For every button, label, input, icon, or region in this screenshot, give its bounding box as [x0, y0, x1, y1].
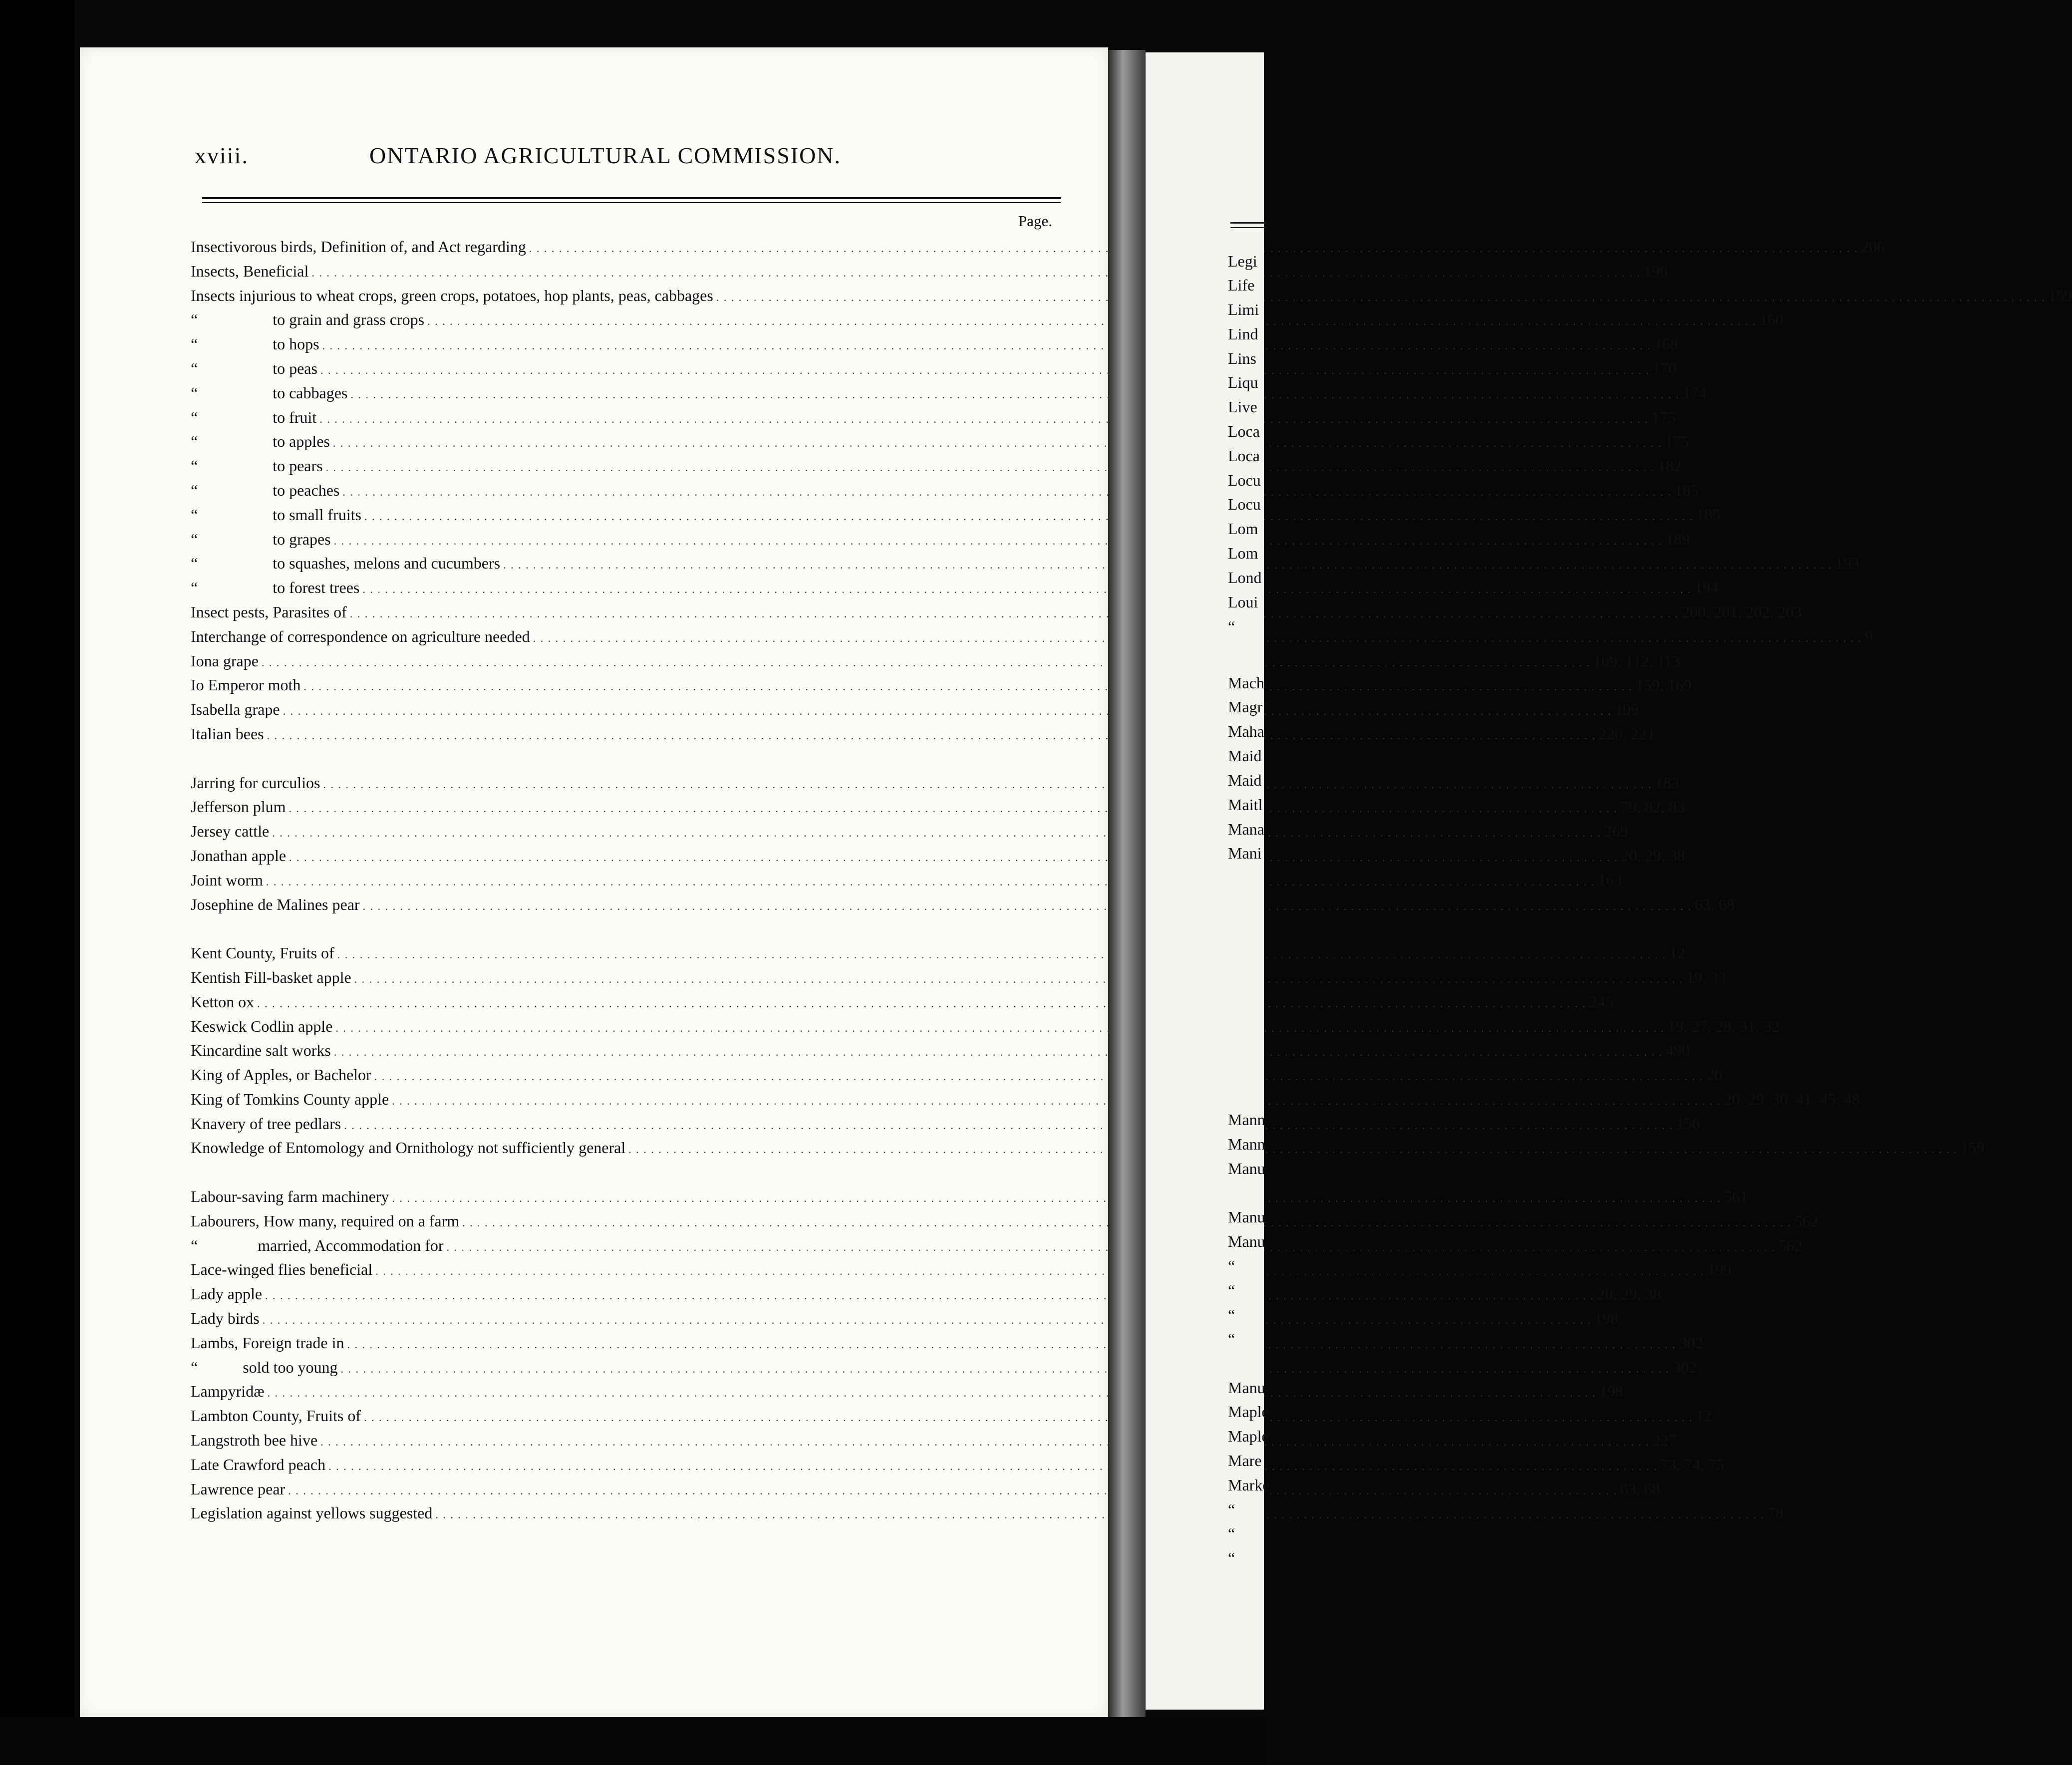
entry-page-number: 170: [1652, 359, 1677, 377]
dot-leader: [262, 649, 1591, 675]
dot-leader: [334, 1038, 1663, 1065]
facing-page-fragment: Maha: [1228, 722, 1264, 740]
facing-page-fragment: Mani: [1228, 844, 1262, 862]
facing-page-fragment: Mann: [1228, 1135, 1265, 1153]
entry-term: Lady birds: [191, 1309, 260, 1328]
dot-leader: [392, 1087, 1721, 1114]
facing-page-fragment: “: [1228, 1549, 1235, 1567]
entry-term: to pears: [273, 457, 323, 475]
entry-term: Labour-saving farm machinery: [191, 1187, 389, 1206]
entry-page-number: 269: [1604, 822, 1628, 841]
facing-page-fragment: Locu: [1228, 471, 1261, 489]
entry-page-number: 20: [1706, 1066, 1723, 1084]
entry-term: to forest trees: [273, 579, 360, 597]
entry-term: Kent County, Fruits of: [191, 944, 334, 962]
dot-leader: [350, 381, 1680, 407]
entry-term: Kentish Fill-basket apple: [191, 968, 351, 986]
dot-leader: [350, 600, 1679, 626]
entry-term: Insects, Beneficial: [191, 262, 309, 280]
index-entry: [191, 1282, 1661, 1306]
header-rule-thick: [202, 197, 1061, 199]
entry-page-number: 562: [1794, 1211, 1818, 1230]
entry-term: Isabella grape: [191, 700, 280, 719]
dot-leader: [268, 1379, 1597, 1406]
dot-leader: [265, 1282, 1594, 1308]
index-entry: [191, 235, 1885, 259]
facing-page-fragment: Loui: [1228, 593, 1258, 611]
entry-page-number: 245: [1589, 992, 1613, 1011]
facing-page-fragment: Maitl: [1228, 796, 1263, 814]
dot-leader: [364, 503, 1694, 529]
facing-page-fragment: Legi: [1228, 252, 1257, 270]
facing-page-fragment: Maple: [1228, 1427, 1269, 1445]
ditto-mark: “: [191, 310, 198, 329]
section-gap: [191, 1160, 1062, 1184]
entry-term: Legislation against yellows suggested: [191, 1504, 433, 1522]
entry-page-number: 185: [1696, 505, 1721, 524]
dot-leader: [392, 1184, 1721, 1211]
facing-page-fragment: “: [1228, 1500, 1235, 1518]
facing-page-fragment: Manu: [1228, 1232, 1265, 1250]
facing-page-fragment: Loca: [1228, 422, 1260, 440]
entry-term: Iona grape: [191, 651, 259, 670]
entry-term: to peas: [273, 359, 317, 377]
dot-leader: [303, 673, 1633, 699]
ditto-mark: “: [191, 530, 198, 548]
index-entry: [191, 1257, 1732, 1282]
dot-leader: [323, 771, 1652, 797]
entry-term: Knowledge of Entomology and Ornithology not sufficiently general: [191, 1139, 626, 1157]
dot-leader: [363, 892, 1692, 919]
dot-leader: [435, 1501, 1765, 1527]
entry-page-number: 198: [1594, 1309, 1619, 1328]
dot-leader: [319, 405, 1649, 432]
entry-page-number: 198: [1599, 1382, 1624, 1401]
entry-term: Insect pests, Parasites of: [191, 602, 347, 621]
ditto-mark: “: [191, 1358, 198, 1376]
entry-term: Lace-winged flies beneficial: [191, 1260, 373, 1279]
entry-term: to grain and grass crops: [273, 310, 425, 329]
entry-term: Labourers, How many, required on a farm: [191, 1211, 460, 1230]
entry-page-number: 174: [1682, 383, 1707, 402]
entry-page-number: 168: [1654, 335, 1679, 353]
facing-page-fragment: Manu: [1228, 1379, 1265, 1397]
entry-term: Joint worm: [191, 871, 263, 889]
entry-page-number: 63, 68: [1620, 1479, 1660, 1498]
facing-header-rule-thin: [1230, 227, 1265, 228]
index-entry: [191, 1184, 1748, 1209]
dot-leader: [328, 1453, 1658, 1479]
facing-page-fragment: “: [1228, 1306, 1235, 1324]
dot-leader: [322, 332, 1652, 358]
entry-page-number: 19, 27, 28, 31, 32: [1667, 1017, 1779, 1035]
index-entry: [191, 1355, 1697, 1380]
entry-term: to apples: [273, 432, 330, 451]
ditto-mark: “: [191, 432, 198, 451]
facing-page-fragment: Maple: [1228, 1403, 1269, 1421]
facing-page-fragment: Maid: [1228, 747, 1262, 765]
entry-term: King of Tomkins County apple: [191, 1090, 389, 1108]
dot-leader: [311, 259, 1641, 286]
ditto-mark: “: [191, 554, 198, 573]
entry-page-number: 220, 221: [1599, 724, 1655, 743]
dot-leader: [427, 307, 1757, 334]
dot-leader: [374, 1063, 1704, 1089]
entry-page-number: 182: [1658, 457, 1682, 475]
ditto-mark: “: [191, 505, 198, 524]
entry-term: Insectivorous birds, Definition of, and Act regarding: [191, 238, 526, 256]
index-entry: [191, 1063, 1723, 1087]
entry-term: Jonathan apple: [191, 846, 287, 865]
dot-leader: [320, 356, 1650, 383]
facing-page-fragment: Loca: [1228, 447, 1260, 465]
facing-page-fragment: Mare: [1228, 1452, 1262, 1470]
facing-page-fragment: Mann: [1228, 1111, 1265, 1129]
index-entry: [191, 1087, 1860, 1112]
entry-page-number: 19, 33: [1686, 968, 1727, 986]
scan-border-bottom: [0, 1717, 1264, 1765]
dot-leader: [283, 697, 1612, 724]
header-rule-thin: [202, 202, 1061, 203]
entry-term: Lampyridæ: [191, 1382, 265, 1401]
index-entry: [191, 649, 1681, 673]
facing-page-fragment: Live: [1228, 398, 1257, 416]
dot-leader: [326, 454, 1655, 480]
entry-page-number: 109, 112, 113: [1593, 651, 1681, 670]
dot-leader: [257, 990, 1586, 1016]
facing-page-fragment: Limi: [1228, 300, 1259, 318]
facing-page-fragment: Magr: [1228, 698, 1263, 716]
facing-page-fragment: Life: [1228, 276, 1255, 294]
dot-leader: [267, 722, 1596, 748]
entry-page-number: 185: [1674, 481, 1699, 499]
entry-term: Late Crawford peach: [191, 1455, 326, 1473]
facing-page-fragment: Liqu: [1228, 373, 1258, 391]
entry-term: Italian bees: [191, 724, 264, 743]
facing-page-fragment: Lond: [1228, 569, 1262, 587]
page-title: ONTARIO AGRICULTURAL COMMISSION.: [369, 143, 842, 168]
entry-term: sold too young: [243, 1358, 338, 1376]
facing-page-fragment: “: [1228, 1330, 1235, 1348]
ditto-mark: “: [191, 335, 198, 353]
dot-leader: [354, 965, 1684, 992]
facing-page-fragment: Lom: [1228, 520, 1258, 538]
entry-term: Kincardine salt works: [191, 1041, 331, 1060]
index-entry: [191, 892, 1735, 917]
entry-term: to grapes: [273, 530, 331, 548]
book-gutter: [1108, 50, 1146, 1732]
facing-header-rule-thick: [1230, 222, 1265, 224]
entry-page-number: 199: [1707, 1260, 1732, 1279]
section-gap: [191, 916, 1062, 941]
dot-leader: [272, 819, 1601, 846]
facing-page-fragment: Locu: [1228, 495, 1261, 513]
dot-leader: [333, 429, 1662, 456]
entry-page-number: 160: [1759, 310, 1783, 329]
entry-term: Lawrence pear: [191, 1479, 286, 1498]
ditto-mark: “: [191, 481, 198, 499]
entry-page-number: 12: [1669, 944, 1686, 962]
dot-leader: [347, 1331, 1676, 1357]
entry-page-number: 159, 169: [1635, 676, 1692, 694]
entry-term: Keswick Codlin apple: [191, 1017, 333, 1035]
entry-page-number: 163: [1598, 871, 1622, 889]
facing-page-fragment: Lins: [1228, 349, 1256, 367]
ditto-mark: “: [191, 359, 198, 377]
dot-leader: [266, 868, 1595, 894]
entry-term: Lambs, Foreign trade in: [191, 1333, 344, 1352]
index-entry: [191, 1306, 1619, 1331]
entry-term: to cabbages: [273, 383, 348, 402]
scan-border-left: [0, 0, 75, 1765]
entry-page-number: 79, 82, 83: [1620, 798, 1685, 816]
entry-term: Langstroth bee hive: [191, 1431, 318, 1450]
entry-term: Knavery of tree pedlars: [191, 1114, 341, 1133]
index-entry: [191, 868, 1622, 892]
entry-page-number: 20, 29, 38: [1621, 846, 1685, 865]
entry-page-number: 63, 68: [1695, 895, 1735, 913]
entry-page-number: 490: [1666, 1041, 1690, 1060]
facing-page-fragment: “: [1228, 1281, 1235, 1299]
index-entry: [191, 1038, 1690, 1063]
entry-term: to fruit: [273, 408, 317, 426]
page-folio: xviii.: [195, 143, 249, 168]
entry-page-number: 20, 29, 38: [1597, 1285, 1661, 1303]
entry-term: Io Emperor moth: [191, 676, 301, 694]
dot-leader: [335, 1014, 1665, 1041]
entry-page-number: 109: [1615, 700, 1639, 719]
dot-leader: [628, 1136, 1958, 1162]
dot-leader: [320, 1428, 1650, 1455]
entry-page-number: 175: [1665, 432, 1689, 451]
section-gap: [191, 746, 1062, 771]
dot-leader: [289, 844, 1618, 870]
index-entry: [191, 941, 1686, 965]
dot-leader: [362, 576, 1692, 602]
entry-page-number: 194: [1694, 579, 1719, 597]
dot-leader: [342, 478, 1672, 505]
facing-page-fragment: Manu: [1228, 1160, 1265, 1177]
facing-page-fragment: Marke: [1228, 1476, 1270, 1494]
entry-term: to peaches: [273, 481, 340, 499]
entry-term: to small fruits: [273, 505, 361, 524]
entry-term: Insects injurious to wheat crops, green crops, potatoes, hop plants, peas, cabbages: [191, 286, 713, 304]
facing-page-fragment: Lind: [1228, 325, 1258, 343]
dot-leader: [289, 795, 1618, 821]
dot-leader: [340, 1355, 1670, 1382]
entry-page-number: 227: [1652, 1431, 1677, 1450]
entry-page-number: 159: [2048, 286, 2072, 304]
entry-term: Lady apple: [191, 1285, 263, 1303]
index-entry: [191, 1014, 1779, 1039]
ditto-mark: “: [191, 408, 198, 426]
entry-page-number: 9: [1865, 627, 1873, 645]
index-entry: [191, 1331, 1703, 1355]
entry-page-number: 200, 201, 202, 203: [1682, 602, 1802, 621]
entry-page-number: 193: [1835, 554, 1859, 573]
entry-page-number: 78: [1767, 1504, 1783, 1522]
entry-page-number: 189: [1666, 530, 1690, 548]
entry-term: to hops: [273, 335, 319, 353]
facing-page-edge: [1146, 52, 1270, 1710]
page-column-label: Page.: [1018, 212, 1053, 230]
dot-leader: [334, 527, 1663, 554]
entry-page-number: 156: [1676, 1114, 1700, 1133]
facing-page-fragment: Manu: [1228, 1208, 1265, 1226]
dot-leader: [344, 1112, 1673, 1138]
entry-term: King of Apples, or Bachelor: [191, 1066, 371, 1084]
ditto-mark: “: [191, 383, 198, 402]
entry-page-number: 196: [1643, 262, 1668, 280]
entry-term: Interchange of correspondence on agriculture needed: [191, 627, 530, 645]
facing-page-fragment: Mana: [1228, 820, 1264, 838]
index-entry: [191, 965, 1727, 990]
dot-leader: [263, 1306, 1592, 1333]
entry-page-number: 302: [1672, 1358, 1697, 1376]
entry-term: to squashes, melons and cucumbers: [273, 554, 501, 573]
entry-term: Jersey cattle: [191, 822, 270, 841]
entry-term: Jarring for curculios: [191, 773, 320, 792]
entry-page-number: 562: [1778, 1236, 1803, 1254]
entry-page-number: 183: [1655, 773, 1679, 792]
entry-page-number: 20, 29, 30, 41, 45, 48: [1724, 1090, 1860, 1108]
facing-page-fragment: Lom: [1228, 544, 1258, 562]
entry-page-number: 159: [1960, 1139, 1985, 1157]
entry-page-number: 206: [1861, 238, 1885, 256]
entry-page-number: 73, 74, 75: [1660, 1455, 1725, 1473]
dot-leader: [375, 1257, 1705, 1284]
index-entry: [191, 990, 1613, 1014]
entry-page-number: 561: [1724, 1187, 1748, 1206]
dot-leader: [716, 284, 2046, 310]
dot-leader: [337, 941, 1667, 967]
entry-term: Ketton ox: [191, 992, 255, 1011]
facing-page-fragment: Mach: [1228, 674, 1264, 692]
facing-page-fragment: “: [1228, 1257, 1235, 1275]
entry-page-number: 302: [1679, 1333, 1703, 1352]
ditto-mark: “: [191, 1236, 198, 1254]
facing-page-fragment: “: [1228, 617, 1235, 635]
dot-leader: [364, 1404, 1693, 1430]
index-entry: [191, 1501, 1783, 1525]
facing-page-fragment: Maid: [1228, 771, 1262, 789]
facing-page-fragment: “: [1228, 1524, 1235, 1542]
entry-term: married, Accommodation for: [258, 1236, 444, 1254]
ditto-mark: “: [191, 579, 198, 597]
ditto-mark: “: [191, 457, 198, 475]
dot-leader: [288, 1477, 1617, 1503]
entry-page-number: 175: [1651, 408, 1676, 426]
entry-term: Lambton County, Fruits of: [191, 1407, 361, 1425]
entry-page-number: 12: [1696, 1407, 1712, 1425]
index-entry: [191, 624, 1873, 649]
entry-term: Josephine de Malines pear: [191, 895, 360, 913]
entry-term: Jefferson plum: [191, 798, 286, 816]
